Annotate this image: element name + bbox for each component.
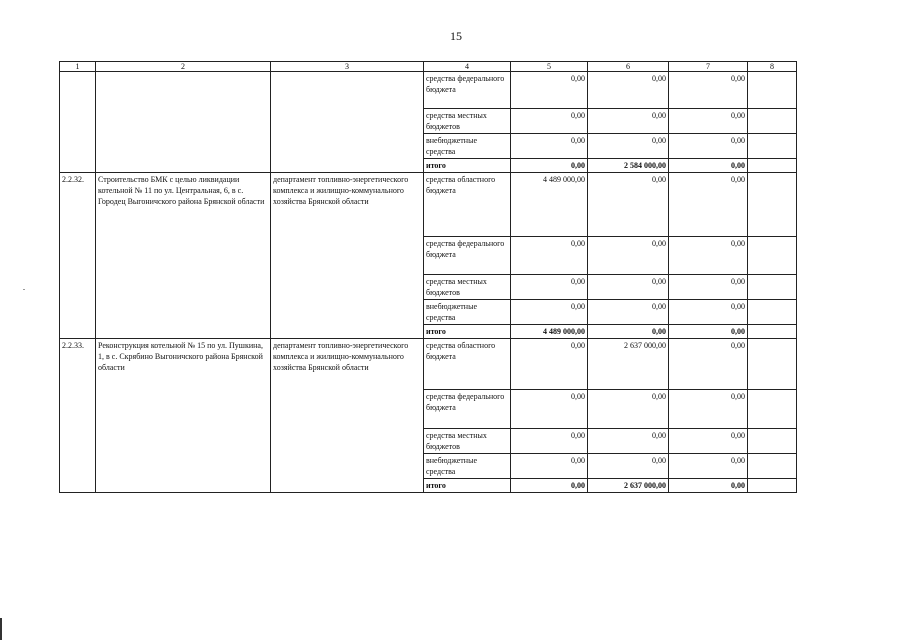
item-name-cell bbox=[96, 72, 271, 173]
value-cell: 0,00 bbox=[511, 134, 588, 159]
value-cell: 0,00 bbox=[511, 454, 588, 479]
value-cell: 0,00 bbox=[588, 72, 669, 109]
empty-cell bbox=[748, 479, 797, 493]
item-name-cell: Строительство БМК с целью ликвидации котельной № 11 по ул. Центральная, 6, в с. Городец Выгоничского района Брянской области bbox=[96, 173, 271, 339]
value-cell: 0,00 bbox=[588, 109, 669, 134]
source-label: средства областного бюджета bbox=[424, 173, 511, 237]
empty-cell bbox=[748, 275, 797, 300]
col-header-8: 8 bbox=[748, 62, 797, 72]
source-label: средства федерального бюджета bbox=[424, 72, 511, 109]
empty-cell bbox=[748, 134, 797, 159]
total-value: 0,00 bbox=[669, 479, 748, 493]
value-cell: 0,00 bbox=[669, 173, 748, 237]
total-label: итого bbox=[424, 159, 511, 173]
value-cell: 0,00 bbox=[588, 134, 669, 159]
value-cell: 0,00 bbox=[511, 390, 588, 429]
value-cell: 4 489 000,00 bbox=[511, 173, 588, 237]
value-cell: 2 637 000,00 bbox=[588, 339, 669, 390]
value-cell: 0,00 bbox=[588, 454, 669, 479]
source-label: средства местных бюджетов bbox=[424, 429, 511, 454]
value-cell: 0,00 bbox=[588, 237, 669, 275]
executor-cell: департамент топливно-энергетического комплекса и жилищно-коммунального хозяйства Брянской области bbox=[271, 173, 424, 339]
source-label: средства областного бюджета bbox=[424, 339, 511, 390]
funding-table bbox=[59, 61, 797, 493]
value-cell: 0,00 bbox=[511, 275, 588, 300]
source-label: средства местных бюджетов bbox=[424, 275, 511, 300]
empty-cell bbox=[748, 325, 797, 339]
value-cell: 0,00 bbox=[511, 109, 588, 134]
value-cell: 0,00 bbox=[669, 339, 748, 390]
executor-cell: департамент топливно-энергетического комплекса и жилищно-коммунального хозяйства Брянской области bbox=[271, 339, 424, 493]
value-cell: 0,00 bbox=[511, 237, 588, 275]
value-cell: 0,00 bbox=[669, 237, 748, 275]
empty-cell bbox=[748, 339, 797, 390]
scan-speck bbox=[23, 289, 25, 290]
page-number: 15 bbox=[450, 29, 462, 43]
value-cell: 0,00 bbox=[511, 72, 588, 109]
empty-cell bbox=[748, 109, 797, 134]
scan-edge-mark bbox=[0, 618, 2, 640]
value-cell: 0,00 bbox=[511, 339, 588, 390]
value-cell: 0,00 bbox=[588, 275, 669, 300]
source-label: внебюджетные средства bbox=[424, 134, 511, 159]
table-row bbox=[60, 339, 797, 390]
item-name-cell: Реконструкция котельной № 15 по ул. Пушкина, 1, в с. Скрябино Выгоничского района Брянской области bbox=[96, 339, 271, 493]
total-value: 0,00 bbox=[588, 325, 669, 339]
table-row bbox=[60, 173, 797, 237]
source-label: внебюджетные средства bbox=[424, 300, 511, 325]
table-row bbox=[60, 72, 797, 109]
total-value: 0,00 bbox=[669, 159, 748, 173]
empty-cell bbox=[748, 300, 797, 325]
empty-cell bbox=[748, 390, 797, 429]
source-label: средства местных бюджетов bbox=[424, 109, 511, 134]
col-header-6: 6 bbox=[588, 62, 669, 72]
total-value: 4 489 000,00 bbox=[511, 325, 588, 339]
col-header-4: 4 bbox=[424, 62, 511, 72]
value-cell: 0,00 bbox=[588, 390, 669, 429]
empty-cell bbox=[748, 173, 797, 237]
total-value: 0,00 bbox=[511, 159, 588, 173]
source-label: средства федерального бюджета bbox=[424, 390, 511, 429]
empty-cell bbox=[748, 72, 797, 109]
value-cell: 0,00 bbox=[669, 109, 748, 134]
value-cell: 0,00 bbox=[669, 300, 748, 325]
header-row bbox=[60, 62, 797, 72]
value-cell: 0,00 bbox=[588, 429, 669, 454]
empty-cell bbox=[748, 429, 797, 454]
value-cell: 0,00 bbox=[669, 454, 748, 479]
value-cell: 0,00 bbox=[588, 173, 669, 237]
empty-cell bbox=[748, 159, 797, 173]
value-cell: 0,00 bbox=[588, 300, 669, 325]
empty-cell bbox=[748, 237, 797, 275]
value-cell: 0,00 bbox=[669, 429, 748, 454]
source-label: внебюджетные средства bbox=[424, 454, 511, 479]
value-cell: 0,00 bbox=[511, 300, 588, 325]
col-header-1: 1 bbox=[60, 62, 96, 72]
total-label: итого bbox=[424, 325, 511, 339]
total-value: 0,00 bbox=[669, 325, 748, 339]
item-number-cell bbox=[60, 72, 96, 173]
col-header-2: 2 bbox=[96, 62, 271, 72]
total-value: 2 637 000,00 bbox=[588, 479, 669, 493]
value-cell: 0,00 bbox=[511, 429, 588, 454]
value-cell: 0,00 bbox=[669, 275, 748, 300]
total-label: итого bbox=[424, 479, 511, 493]
col-header-3: 3 bbox=[271, 62, 424, 72]
value-cell: 0,00 bbox=[669, 134, 748, 159]
col-header-5: 5 bbox=[511, 62, 588, 72]
col-header-7: 7 bbox=[669, 62, 748, 72]
item-number-cell: 2.2.32. bbox=[60, 173, 96, 339]
executor-cell bbox=[271, 72, 424, 173]
total-value: 2 584 000,00 bbox=[588, 159, 669, 173]
value-cell: 0,00 bbox=[669, 72, 748, 109]
empty-cell bbox=[748, 454, 797, 479]
total-value: 0,00 bbox=[511, 479, 588, 493]
source-label: средства федерального бюджета bbox=[424, 237, 511, 275]
value-cell: 0,00 bbox=[669, 390, 748, 429]
item-number-cell: 2.2.33. bbox=[60, 339, 96, 493]
